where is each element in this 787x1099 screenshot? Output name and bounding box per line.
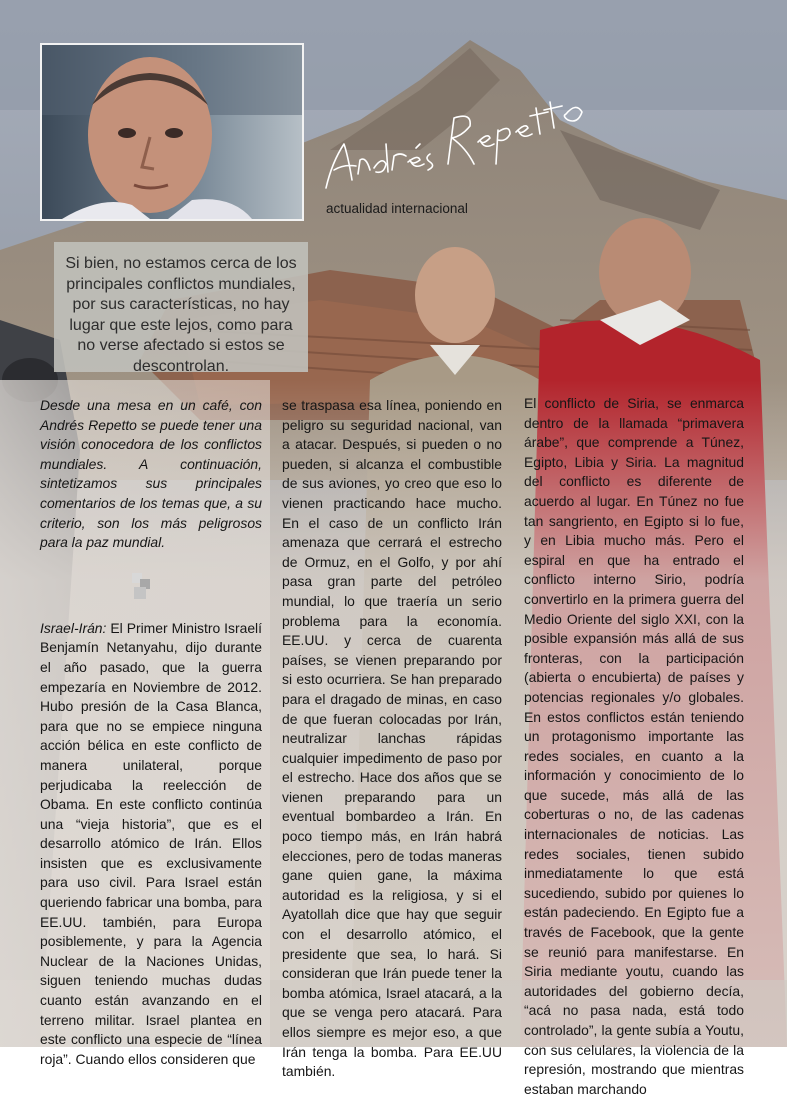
- intro-paragraph: Desde una mesa en un café, con Andrés Repetto se puede tener una visión conocedora de los conflictos mundiales. A continuación, sintetizamos sus principales comentarios de los temas que, a su criterio, son los más peligrosos para la paz mundial.: [40, 397, 262, 551]
- article-paragraph: se traspasa esa línea, poniendo en peligro su seguridad nacional, van a atacar. Después, si pueden o no pueden, si alcanza el combustible de sus aviones, yo creo que eso lo vienen practicando hace mucho. En el caso de un conflicto Irán amenaza que cerrará el estrecho de Ormuz, en el Golfo, y por ahí pasa gran parte del petróleo mundial, lo que traería un serio problema para la economía. EE.UU. y cerca de cuarenta países, se vienen preparando por si esto ocurriera. Se han preparado para el dragado de minas, en caso de que fueran colocadas por Irán, neutralizar lanchas rápidas cualquier impedimento de paso por el estrecho. Hace dos años que se vienen preparando para un eventual bombardeo a Irán. En poco tiempo más, en Irán habrá elecciones, pero de todas maneras gane quien gane, la máxima autoridad es la religiosa, y si el Ayatollah dice que hay que seguir con el desarrollo atómico, el presidente que sea, lo hará. Si consideran que Irán puede tener la bomba atómica, Israel atacará, a la que se venga pero atacará. Para ellos siempre es mejor eso, a que Irán tenga la bomba. Para EE.UU también.: [282, 397, 502, 1080]
- article-column-2: [282, 396, 502, 1082]
- article-paragraph: El conflicto de Siria, se enmarca dentro de la llamada “primavera árabe”, que comprende a Túnez, Egipto, Libia y Siria. La magnitud del conflicto es diferente de acuerdo al lugar. En Túnez no fue tan sangriento, en Egipto si lo fue, y en Libia mucho más. Pero el espiral en que ha entrado el conflicto interno Sirio, podría convertirlo en la primera guerra del Medio Oriente del siglo XXI, con la posible expansión más allá de sus fronteras, con la participación (abierta o encubierta) de países y potencias regionales y/o globales. En estos conflictos están teniendo un protagonismo importante las redes sociales, en cuanto a la información y conocimiento de lo que sucede, más allá de las coberturas o no, de las cadenas internacionales de noticias. Las redes sociales, tienen subido inmediatamente lo que está sucediendo, subido por quienes lo están padeciendo. En Egipto fue a través de Facebook, que la gente se reunió para manifestarse. En Siria mediante youtu, cuando las autoridades del gobierno decía, “acá no pasa nada, está todo controlado”, la gente subía a Youtu, con sus celulares, la violencia de la represión, mostrando que mientras estaban marchando: [524, 395, 744, 1097]
- article-column-3: [524, 394, 744, 1099]
- article-column-1: [40, 396, 262, 1069]
- author-signature: [322, 84, 590, 196]
- separator-icon: [132, 573, 156, 601]
- pull-quote: Si bien, no estamos cerca de los principales conflictos mundiales, por sus características, no hay lugar que este lejos, como para no verse afectado si estos se descontrolan.: [54, 242, 308, 372]
- article-lead: Israel-Irán:: [40, 619, 107, 636]
- author-portrait: [40, 43, 304, 221]
- article-paragraph: Israel-Irán: El Primer Ministro Israelí Benjamín Netanyahu, dijo durante el año pasado, que la guerra empezaría en Noviembre de 2012. Hubo presión de la Casa Blanca, para que no se empiece ninguna acción bélica en este conflicto de manera unilateral, porque perjudicaba la reelección de Obama. En este conflicto continúa una “vieja historia”, que es el desarrollo atómico de Irán. Ellos insisten que es exclusivamente para uso civil. Para Israel están queriendo fabricar una bomba, para EE.UU. también, para Europa posiblemente, y para la Agencia Nuclear de la Naciones Unidas, siguen teniendo muchas dudas cuanto están avanzando en el terreno militar. Israel plantea en este conflicto una especie de “línea roja”. Cuando ellos consideren que: [40, 619, 263, 1067]
- section-label: actualidad internacional: [326, 201, 468, 216]
